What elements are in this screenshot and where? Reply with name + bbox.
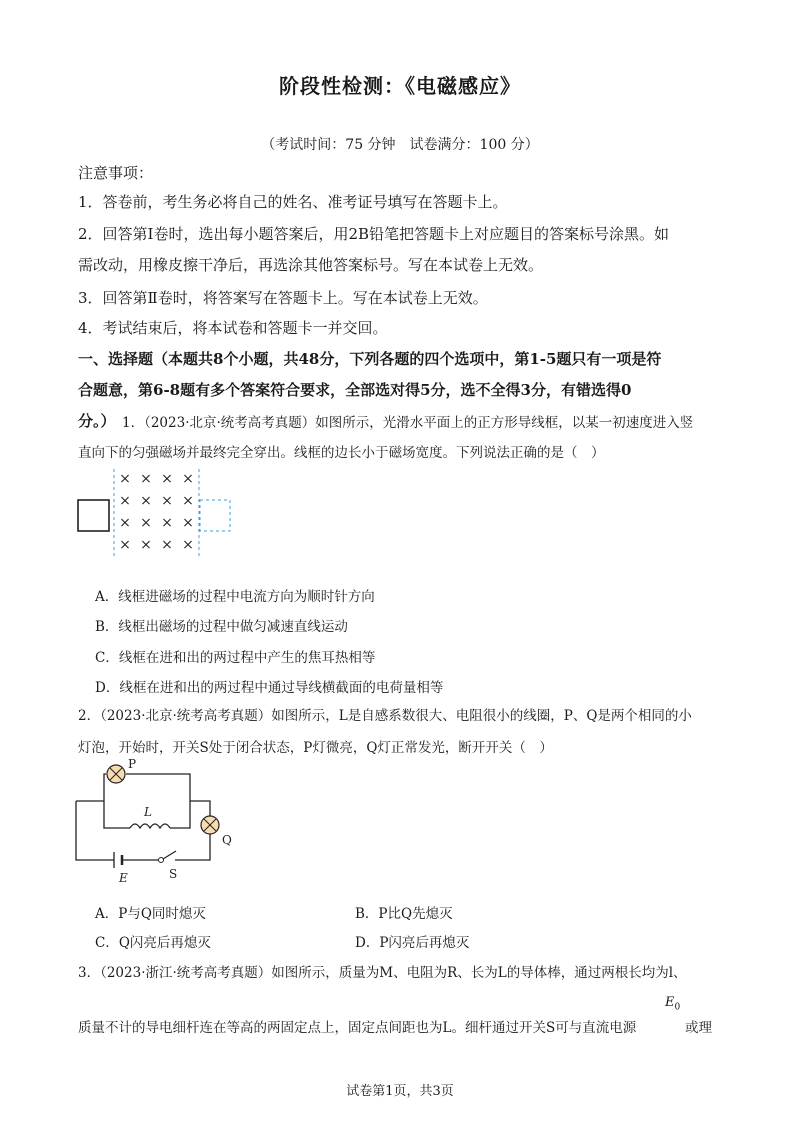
note-item: 4．考试结束后，将本试卷和答题卡一并交回。 (78, 319, 388, 337)
field-cross: × (140, 537, 152, 553)
question-2-stem: 2．（2023·北京·统考高考真题）如图所示，L是自感系数很大、电阻很小的线圈，P、Q是两个相同的小 (78, 708, 692, 724)
question-1-stem: 1．（2023·北京·统考高考真题）如图所示，光滑水平面上的正方形导线框，以某一初速度进入竖 (122, 415, 694, 431)
field-cross: × (119, 537, 131, 553)
q2-option-b: B．P比Q先熄灭 (355, 906, 453, 922)
field-cross: × (182, 515, 194, 531)
question-3-stem: 3．（2023·浙江·统考高考真题）如图所示，质量为M、电阻为R、长为L的导体棒，通过两根长均为l、 (78, 965, 687, 981)
field-cross: × (182, 537, 194, 553)
field-cross: × (119, 493, 131, 509)
section-heading: 一、选择题（本题共8个小题，共48分，下列各题的四个选项中，第1-5题只有一项是符 (78, 350, 662, 368)
q1-figure-magnetic-field (72, 465, 242, 560)
field-symbols (119, 471, 194, 553)
note-item: 3．回答第Ⅱ卷时，将答案写在答题卡上。写在本试卷上无效。 (78, 289, 488, 307)
label-q: Q (222, 833, 232, 847)
question-1-stem: 直向下的匀强磁场并最终完全穿出。线框的边长小于磁场宽度。下列说法正确的是（ ） (78, 445, 605, 461)
field-cross: × (161, 471, 173, 487)
circuit-wires (76, 774, 210, 860)
section-heading: 分。） (78, 412, 116, 430)
field-cross: × (140, 493, 152, 509)
square-loop (78, 500, 109, 531)
page-footer: 试卷第1页，共3页 (346, 1084, 454, 1099)
label-e: E (119, 871, 128, 883)
exam-info: （考试时间：75 分钟 试卷满分：100 分） (261, 137, 539, 153)
notes-heading: 注意事项： (78, 164, 154, 182)
field-cross: × (161, 515, 173, 531)
field-cross: × (161, 493, 173, 509)
field-cross: × (119, 471, 131, 487)
square-loop-exit-position (200, 500, 230, 531)
battery-icon (114, 852, 122, 868)
question-2-stem: 灯泡，开始时，开关S处于闭合状态，P灯微亮，Q灯正常发光，断开开关（ ） (78, 740, 553, 756)
note-item: 1．答卷前，考生务必将自己的姓名、准考证号填写在答题卡上。 (78, 193, 508, 211)
field-cross: × (140, 515, 152, 531)
q2-option-c: C．Q闪亮后再熄灭 (95, 935, 211, 951)
label-l: L (144, 805, 152, 819)
field-cross: × (119, 515, 131, 531)
page-title: 阶段性检测：《电磁感应》 (279, 74, 521, 98)
switch-icon (159, 851, 177, 863)
note-item: 2．回答第Ⅰ卷时，选出每小题答案后，用2B铅笔把答题卡上对应题目的答案标号涂黑。如 (78, 225, 670, 243)
note-item: 需改动，用橡皮擦干净后，再选涂其他答案标号。写在本试卷上无效。 (78, 256, 544, 274)
q1-option-c: C．线框在进和出的两过程中产生的焦耳热相等 (95, 650, 376, 666)
q2-option-d: D．P闪亮后再熄灭 (355, 935, 470, 951)
q1-option-d: D．线框在进和出的两过程中通过导线横截面的电荷量相等 (95, 680, 444, 696)
question-3-stem: 质量不计的导电细杆连在等高的两固定点上，固定点间距也为L。细杆通过开关S可与直流电源 (78, 1020, 637, 1036)
field-cross: × (161, 537, 173, 553)
section-heading: 合题意，第6-8题有多个答案符合要求，全部选对得5分，选不全得3分，有错选得0 (78, 381, 632, 399)
label-s: S (169, 867, 178, 881)
question-3-stem-tail: 或理 (685, 1020, 712, 1036)
q1-option-b: B．线框出磁场的过程中做匀减速直线运动 (95, 619, 348, 635)
e0-symbol: $E_0$ (665, 995, 681, 1013)
lamp-q-icon (201, 816, 219, 834)
q2-figure-circuit (70, 758, 245, 883)
inductor-coil-icon (130, 824, 170, 828)
field-cross: × (182, 471, 194, 487)
q2-option-a: A．P与Q同时熄灭 (95, 906, 206, 922)
q1-option-a: A．线框进磁场的过程中电流方向为顺时针方向 (95, 589, 375, 605)
field-cross: × (140, 471, 152, 487)
lamp-p-icon (107, 765, 125, 783)
label-p: P (128, 758, 137, 771)
field-cross: × (182, 493, 194, 509)
